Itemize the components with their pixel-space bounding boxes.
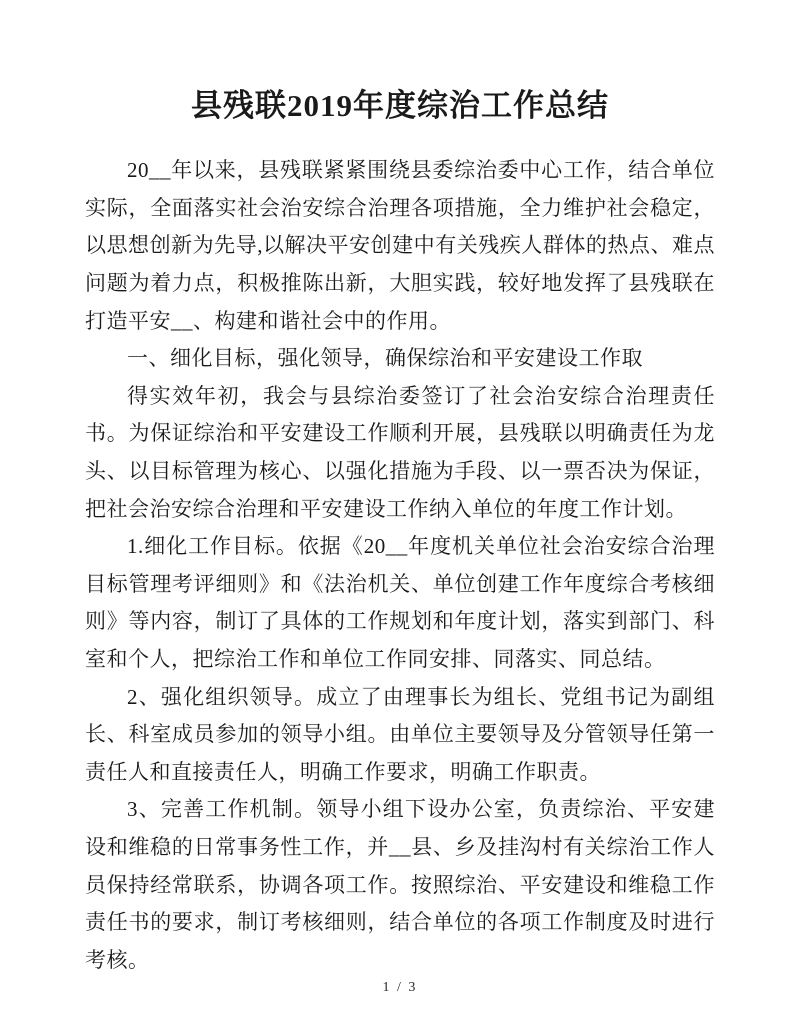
page-footer: [0, 980, 800, 996]
paragraph-intro: 20__年以来，县残联紧紧围绕县委综治委中心工作，结合单位实际，全面落实社会治安综合治理各项措施，全力维护社会稳定，以思想创新为先导,以解决平安创建中有关残疾人群体的热点、难点问题为着力点，积极推陈出新，大胆实践，较好地发挥了县残联在打造平安__、构建和谐社会中的作用。: [85, 158, 715, 333]
document-title: 县残联2019年度综治工作总结: [191, 88, 609, 123]
paragraph-item-1: 1.细化工作目标。依据《20__年度机关单位社会治安综合治理目标管理考评细则》和《法治机关、单位创建工作年度综合考核细则》等内容，制订了具体的工作规划和年度计划，落实到部门、科室和个人，把综治工作和单位工作同安排、同落实、同总结。: [85, 534, 715, 672]
page-number: 1 / 3: [382, 980, 418, 995]
paragraph-item-2: 2、强化组织领导。成立了由理事长为组长、党组书记为副组长、科室成员参加的领导小组。由单位主要领导及分管领导任第一责任人和直接责任人，明确工作要求，明确工作职责。: [85, 684, 715, 784]
paragraph-item-3: 3、完善工作机制。领导小组下设办公室，负责综治、平安建设和维稳的日常事务性工作，并__县、乡及挂沟村有关综治工作人员保持经常联系，协调各项工作。按照综治、平安建设和维稳工作责任书的要求，制订考核细则，结合单位的各项工作制度及时进行考核。: [85, 797, 715, 972]
paragraph-section-1-heading: 一、细化目标，强化领导，确保综治和平安建设工作取: [127, 346, 643, 371]
document-body: [85, 152, 715, 979]
paragraph-section-1-body: 得实效年初，我会与县综治委签订了社会治安综合治理责任书。为保证综治和平安建设工作顺利开展，县残联以明确责任为龙头、以目标管理为核心、以强化措施为手段、以一票否决为保证，把社会治安综合治理和平安建设工作纳入单位的年度工作计划。: [85, 383, 715, 521]
